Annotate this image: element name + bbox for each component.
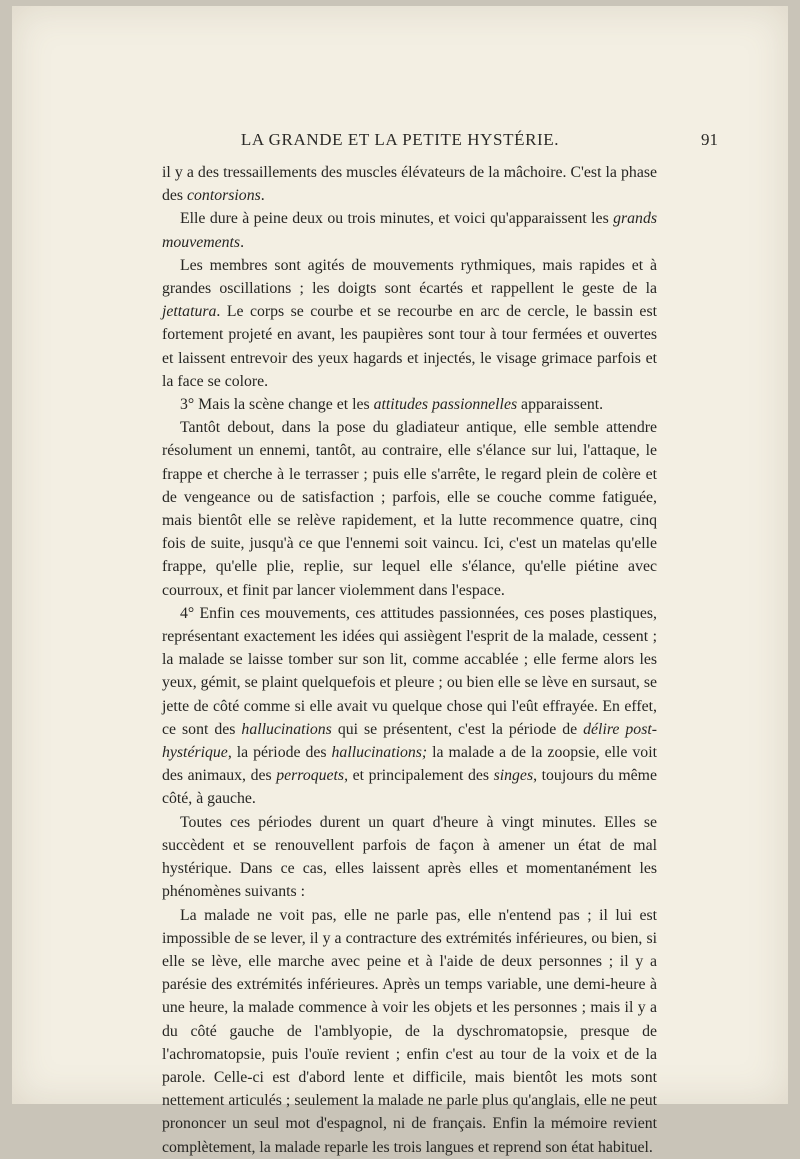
paragraph-5: Tantôt debout, dans la pose du gladiateur antique, elle semble attendre résolument un ennemi, tantôt, au contraire, elle s'élance sur lui, l'attaque, le frappe et cherche à le terrasser ; puis elle s'arrête, le regard plein de colère et de vengeance ou de satisfaction ; parfois, elle se couche comme fatiguée, mais bientôt elle se relève rapidement, et la lutte recommence quatre, cinq fois de suite, jusqu'à ce que l'ennemi soit vaincu. Ici, c'est un matelas qu'elle frappe, qu'elle plie, replie, sur lequel elle s'élance, qu'elle piétine avec courroux, et finit par lancer violemment dans l'espace. — [162, 419, 657, 599]
emphasis-singes: singes — [493, 767, 534, 785]
body-text — [162, 161, 657, 1159]
paragraph-4: 3° Mais la scène change et les attitudes passionnelles apparaissent. — [180, 396, 604, 414]
paragraph-8: La malade ne voit pas, elle ne parle pas, elle n'entend pas ; il lui est impossible de se lever, il y a contracture des extrémités inférieures, ou bien, si elle se lève, elle marche avec peine et à l'aide de deux personnes ; il y a parésie des extrémités inférieures. Après un temps variable, une demi-heure à une heure, la malade commence à voir les objets et les personnes ; mais il y a du côté gauche de l'amblyopie, de la dyschromatopsie, presque de l'achromatopsie, puis l'ouïe revient ; enfin c'est au tour de la voix et de la parole. Celle-ci est d'abord lente et difficile, mais bientôt les mots sont nettement articulés ; seulement la malade ne parle plus qu'anglais, elle ne peut prononcer un seul mot d'espagnol, ni de français. Enfin la mémoire revient complètement, la malade reparle les trois langues et reprend son état habituel. — [162, 906, 657, 1156]
paragraph-1: il y a des tressaillements des muscles élévateurs de la mâchoire. C'est la phase des contorsions. — [162, 164, 657, 205]
paragraph-6: 4° Enfin ces mouvements, ces attitudes passionnées, ces poses plastiques, représentant exactement les idées qui assiègent l'esprit de la malade, cessent ; la malade se laisse tomber sur son lit, comme accablée ; elle ferme alors les yeux, gémit, se plaint quelquefois et pleure ; ou bien elle se lève en sursaut, se jette de côté comme si elle avait vu quelque chose qui l'eût effrayée. En effet, ce sont des hallucinations qui se présentent, c'est la période de délire post-hystérique, la période des hallucinations; la malade a de la zoopsie, elle voit des animaux, des perroquets, et principalement des singes, toujours du même côté, à gauche. — [162, 604, 657, 808]
emphasis-grands-mouvements: grands mouvements — [162, 210, 657, 251]
emphasis-attitudes-passionnelles: attitudes passionnelles — [373, 396, 518, 414]
book-page — [12, 6, 788, 1156]
emphasis-delire: délire post-hystérique — [162, 720, 657, 762]
paragraph-7: Toutes ces périodes durent un quart d'heure à vingt minutes. Elles se succèdent et se renouvellent parfois de façon à amener un état de mal hystérique. Dans ce cas, elles laissent après elles et momentanément les phénomènes suivants : — [162, 813, 657, 901]
paragraph-3: Les membres sont agités de mouvements rythmiques, mais rapides et à grandes oscillations ; les doigts sont écartés et rappellent le geste de la jettatura. Le corps se courbe et se recourbe en arc de cercle, le bassin est fortement projeté en avant, les paupières sont tour à tour fermées et ouvertes et laissent entrevoir des yeux hagards et injectés, le visage grimace parfois et la face se colore. — [162, 256, 657, 390]
emphasis-hallucinations-2: hallucinations; — [331, 744, 428, 762]
emphasis-hallucinations: hallucinations — [241, 720, 332, 738]
emphasis-contorsions: contorsions — [187, 187, 261, 205]
page-number: 91 — [701, 130, 718, 149]
running-title: LA GRANDE ET LA PETITE HYSTÉRIE. — [240, 130, 560, 149]
page-header — [12, 130, 788, 154]
emphasis-perroquets: perroquets — [276, 767, 345, 785]
paragraph-2: Elle dure à peine deux ou trois minutes, et voici qu'apparaissent les grands mouvements. — [162, 210, 657, 251]
emphasis-jettatura: jettatura — [162, 303, 217, 321]
